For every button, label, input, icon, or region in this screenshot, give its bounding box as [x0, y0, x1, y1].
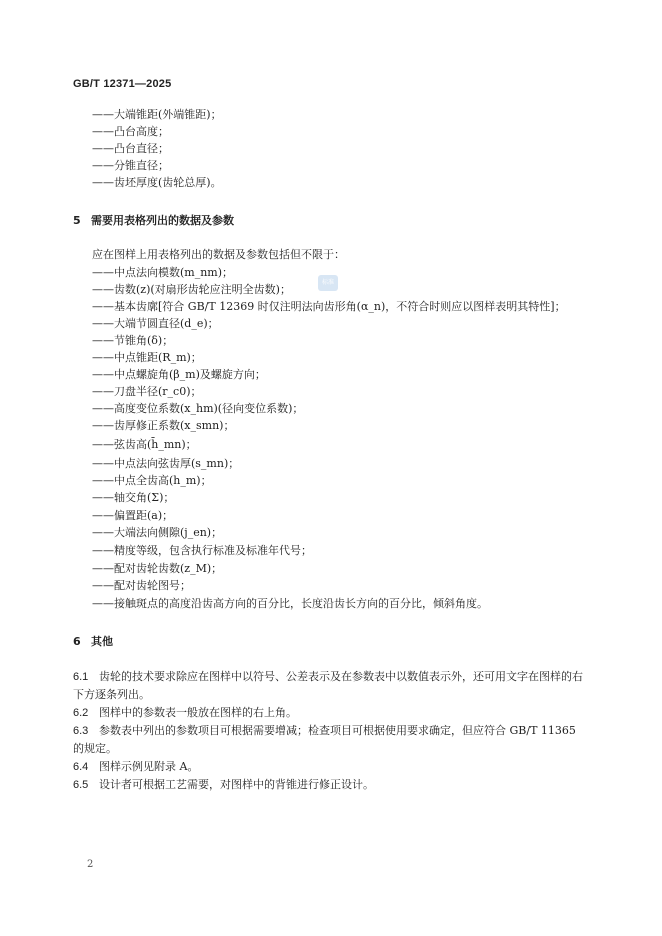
paragraph-number: 6.5: [73, 779, 89, 791]
paragraph-text: 图样中的参数表一般放在图样的右上角。: [99, 706, 297, 719]
list-item: ——中点法向模数(m_nm)；: [92, 266, 234, 279]
list-item: ——凸台直径；: [92, 142, 169, 155]
list-item: ——弦齿高(h̄_mn)；: [92, 438, 197, 451]
list-item: ——轴交角(Σ)；: [92, 491, 175, 504]
section-6-heading: [73, 633, 113, 649]
paragraph: [73, 722, 588, 758]
paragraph-number: 6.3: [73, 725, 89, 737]
paragraph-text: 设计者可根据工艺需要，对图样中的背锥进行修正设计。: [99, 778, 374, 791]
list-item: ——接触斑点的高度沿齿高方向的百分比，长度沿齿长方向的百分比，倾斜角度。: [92, 597, 488, 610]
list-item: ——大端节圆直径(d_e)；: [92, 317, 219, 330]
list-item: ——齿数(z)(对扇形齿轮应注明全齿数)；: [92, 283, 291, 296]
document-header: GB/T 12371—2025: [73, 78, 172, 90]
list-item: ——配对齿轮图号；: [92, 579, 191, 592]
list-item: ——分锥直径；: [92, 159, 169, 172]
list-item: ——刀盘半径(r_c0)；: [92, 385, 202, 398]
list-item: ——偏置距(a)；: [92, 509, 174, 522]
paragraph-number: 6.4: [73, 761, 89, 773]
page-number: 2: [87, 859, 94, 870]
paragraph: [73, 776, 588, 794]
paragraph-text: 齿轮的技术要求除应在图样中以符号、公差表示及在参数表中以数值表示外，还可用文字在图样的右下方逐条列出。: [73, 670, 583, 701]
section-5-intro: 应在图样上用表格列出的数据及参数包括但不限于：: [92, 248, 345, 261]
section-title: 需要用表格列出的数据及参数: [91, 214, 234, 227]
list-item: ——中点锥距(R_m)；: [92, 351, 202, 364]
list-item: ——齿坯厚度(齿轮总厚)。: [92, 176, 222, 189]
paragraph: [73, 668, 588, 704]
list-item: ——高度变位系数(x_hm)(径向变位系数)；: [92, 402, 304, 415]
list-item: ——配对齿轮齿数(z_M)；: [92, 562, 223, 575]
list-item: ——中点螺旋角(β_m)及螺旋方向；: [92, 368, 266, 381]
list-item: ——齿厚修正系数(x_smn)；: [92, 419, 235, 432]
list-item: ——基本齿廓[符合 GB/T 12369 时仅注明法向齿形角(α_n)，不符合时则应以图样表明其特性]；: [92, 300, 566, 313]
list-item: ——大端锥距(外端锥距)；: [92, 108, 222, 121]
section-number: 5: [73, 214, 81, 227]
list-item: ——中点法向弦齿厚(s_mn)；: [92, 457, 240, 470]
paragraph: [73, 758, 588, 776]
section-5-heading: [73, 212, 234, 228]
paragraph-number: 6.2: [73, 707, 89, 719]
list-item: ——凸台高度；: [92, 125, 169, 138]
paragraph-text: 参数表中列出的参数项目可根据需要增减；检查项目可根据使用要求确定，但应符合 GB/T 11365 的规定。: [73, 724, 576, 755]
section-title: 其他: [91, 635, 113, 648]
section-number: 6: [73, 635, 81, 648]
paragraph: [73, 704, 588, 722]
paragraph-number: 6.1: [73, 671, 89, 683]
list-item: ——大端法向侧隙(j_en)；: [92, 526, 223, 539]
list-item: ——精度等级，包含执行标准及标准年代号；: [92, 544, 312, 557]
list-item: ——中点全齿高(h_m)；: [92, 474, 212, 487]
paragraph-text: 图样示例见附录 A。: [99, 760, 199, 773]
list-item: ——节锥角(δ)；: [92, 334, 174, 347]
watermark-logo: 标准: [318, 275, 338, 291]
